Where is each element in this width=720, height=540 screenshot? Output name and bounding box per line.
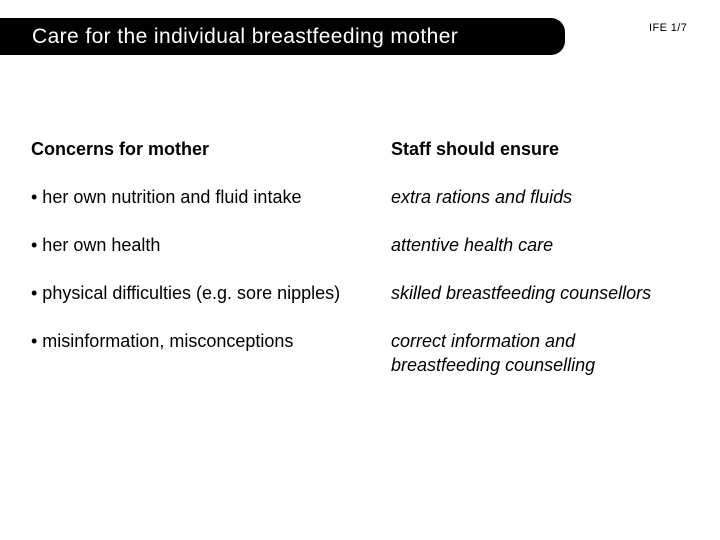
- action-item: correct information and: [391, 331, 576, 351]
- slide-code: IFE 1/7: [649, 22, 688, 34]
- action-item-continued: breastfeeding counselling: [391, 355, 596, 375]
- action-item: extra rations and fluids: [391, 187, 573, 207]
- left-column-heading: Concerns for mother: [31, 139, 210, 159]
- concern-item: • physical difficulties (e.g. sore nipples): [31, 283, 341, 303]
- concern-item: • her own nutrition and fluid intake: [31, 187, 302, 207]
- title-banner: [0, 18, 565, 55]
- concern-item: • her own health: [31, 235, 161, 255]
- page-title: Care for the individual breastfeeding mother: [32, 24, 459, 48]
- action-item: skilled breastfeeding counsellors: [391, 283, 652, 303]
- right-column-heading: Staff should ensure: [391, 139, 560, 159]
- action-item: attentive health care: [391, 235, 554, 255]
- concern-item: • misinformation, misconceptions: [31, 331, 294, 351]
